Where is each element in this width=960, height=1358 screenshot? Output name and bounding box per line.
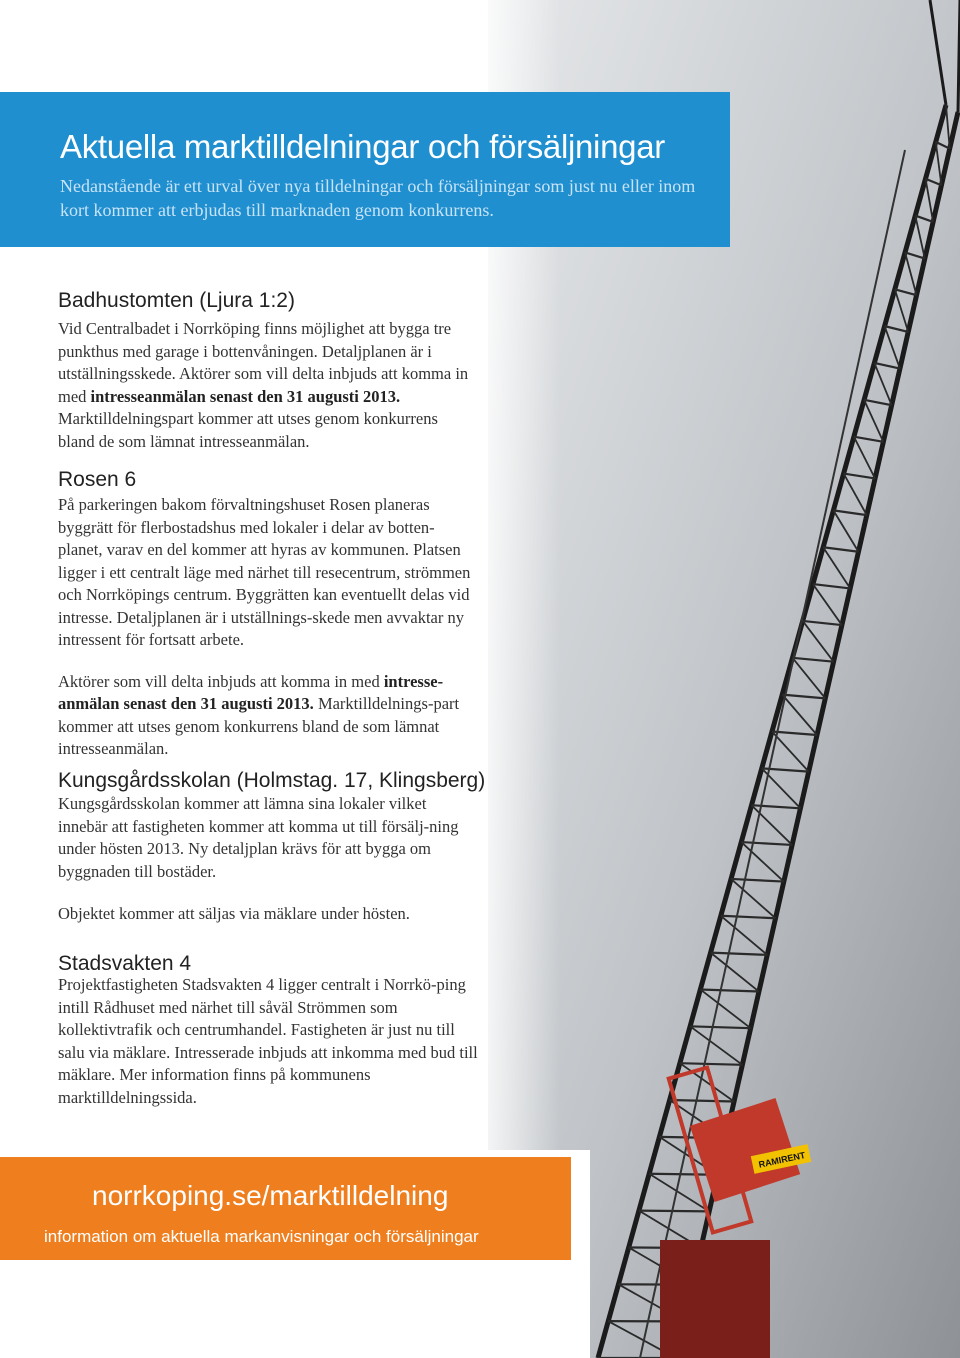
badhustomten-text-2: Marktilldelningspart kommer att utses genom konkurrens bland de som lämnat intresseanmälan. (58, 409, 438, 451)
stadsvakten-text-1: Projektfastigheten Stadsvakten 4 ligger centralt i Norrkö - (58, 975, 436, 994)
kungsgard-sale-note: Objektet kommer att säljas via mäklare under hösten. (58, 904, 410, 923)
intro-text: Nedanstående är ett urval över nya tilldelningar och försäljningar som just nu eller inom kort kommer att erbjudas till marknaden genom konkurrens. (60, 176, 696, 220)
kungsgard-text (58, 793, 468, 926)
rosen-apply-text-3: part kommer att utses genom konkurrens bland de som lämnat intresseanmälan. (58, 694, 460, 758)
footer-subtitle: information om aktuella markanvisningar och försäljningar (44, 1227, 479, 1246)
stadsvakten-text-2: ping intill Rådhuset med närhet till såväl Strömmen som kollektivtrafik och centrumhandel. Fastigheten är just nu till salu via mäklare. Intresserade inbjuds att inkomma med bud till mäklare. Mer information finns på kommunens marktilldelningssida. (58, 975, 478, 1107)
badhustomten-text-1: Vid Centralbadet i Norrköping finns möjlighet att bygga tre punkthus med garage i bottenvåningen. Detaljplanen är i utställningsskede. Aktörer som vill delta inbjuds att komma in med (58, 319, 469, 406)
stadsvakten-title: Stadsvakten 4 (58, 952, 192, 975)
rosen-deadline-2: anmälan senast den 31 augusti 2013. (58, 694, 314, 713)
header-banner (0, 92, 730, 247)
rosen-text (58, 494, 476, 761)
crane-cab (660, 1240, 770, 1358)
stadsvakten-text (58, 974, 478, 1109)
rosen-text-2: planet, varav en del kommer att hyras av kommunen. Platsen ligger i ett centralt läge med närhet till resecentrum, strömmen och Norrköpings centrum. Byggrätten kan eventuellt delas vid intresse. Detaljplanen är i utställnings - (58, 540, 470, 627)
page-title: Aktuella marktilldelningar och försäljningar (60, 128, 665, 165)
crane-strut (639, 1211, 709, 1212)
kungsgard-title: Kungsgårdsskolan (Holmstag. 17, Klingsberg) (58, 769, 486, 792)
badhustomten-text (58, 318, 478, 453)
rosen-text-1: På parkeringen bakom förvaltningshuset Rosen planeras byggrätt för flerbostadshus med lokaler i delar av botten - (58, 495, 435, 537)
rosen-text-3: skede men avvaktar ny intressent för fortsatt arbete. (58, 607, 464, 649)
rosen-deadline-1: intresse - (384, 672, 443, 691)
kungsgard-text-1: Kungsgårdsskolan kommer att lämna sina lokaler vilket innebär att fastigheten kommer att komma ut till försälj - (58, 794, 429, 836)
crane-strut (670, 1100, 734, 1101)
rosen-apply-text: Aktörer som vill delta inbjuds att komma in med (58, 671, 384, 691)
footer-url[interactable]: norrkoping.se/marktilldelning (92, 1180, 449, 1211)
rosen-title: Rosen 6 (58, 468, 137, 491)
ramirent-sign-text: RAMIRENT (757, 1149, 807, 1170)
badhustomten-deadline: intresseanmälan senast den 31 augusti 2013. (90, 386, 401, 406)
kungsgard-text-2: ning under hösten 2013. Ny detaljplan krävs för att bygga om byggnaden till bostäder. (58, 816, 459, 881)
rosen-apply-text-2: Marktilldelnings - (314, 694, 434, 713)
badhustomten-title: Badhustomten (Ljura 1:2) (58, 289, 295, 312)
